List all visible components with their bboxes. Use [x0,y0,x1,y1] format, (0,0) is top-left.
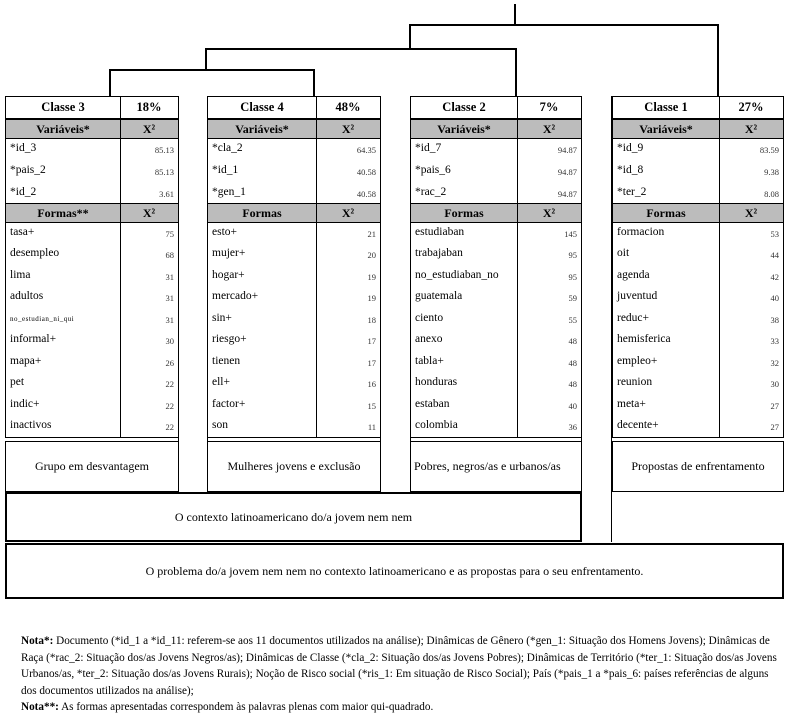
dendro-low-left-drop [109,69,111,96]
form-chi-value: 44 [770,250,779,260]
chi-square-header: X² [542,121,556,136]
variable-chi-value: 40.58 [356,189,376,199]
form-chi-value: 11 [367,422,376,432]
form-chi-value: 42 [770,272,779,282]
form-label: adultos [10,290,44,302]
class-3-caption: Grupo em desvantagem [5,441,179,492]
dendro-mid-left-drop [205,48,207,70]
class-name: Classe 3 [41,100,85,114]
dendro-left-drop [409,24,411,49]
variable-chi-value: 9.38 [764,167,779,177]
class-name: Classe 2 [442,100,486,114]
form-chi-value: 31 [165,272,174,282]
form-chi-value: 30 [165,336,174,346]
note-1-text: Documento (*id_1 a *id_11: referem-se aos 11 documentos utilizados na análise); Dinâmicas de Gênero (*gen_1: Situação dos Homens Jovens); Dinâmicas de Raça (*rac_2: Situação dos/as Jovens Negros/as); Dinâmicas de Classe (*cla_2: Situação dos/as Jovens Pobres); Dinâmicas de Território (*ter_1: Situação dos/as Jovens Urbanos/as, *ter_2: Situação dos/as Jovens Rurais); Noção de Risco social (*ris_1: Em situação de Risco Social); País (*pais_1 a *pais_6: países referências de alguns dos documentos utilizados na análise); [21,635,777,697]
form-chi-value: 19 [367,272,376,282]
form-chi-value: 33 [770,336,779,346]
variable-chi-value: 64.35 [356,145,376,155]
class-4-table [207,96,381,438]
form-label: tienen [212,355,241,367]
form-chi-value: 75 [165,229,174,239]
dendro-mid-bar [205,48,517,50]
form-chi-value: 30 [770,379,779,389]
form-label: tasa+ [10,226,35,238]
class-name: Classe 1 [644,100,688,114]
variables-header: Variáveis* [235,121,289,136]
form-chi-value: 32 [770,358,779,368]
form-chi-value: 22 [165,379,174,389]
chi-square-header: X² [542,205,556,220]
form-label: factor+ [212,398,246,410]
variable-chi-value: 85.13 [154,167,174,177]
note-1-label: Nota*: [21,635,54,647]
class-3-table [5,96,179,438]
form-label: hogar+ [212,269,245,281]
variable-chi-value: 40.58 [356,167,376,177]
variable-chi-value: 94.87 [557,145,577,155]
variables-header: Variáveis* [639,121,693,136]
forms-header: Formas [646,205,686,220]
form-label: estaban [415,398,450,410]
form-chi-value: 48 [568,358,577,368]
class-2-table [410,96,582,438]
form-chi-value: 95 [568,250,577,260]
form-label: reunion [617,376,653,388]
form-label: riesgo+ [212,333,247,345]
form-chi-value: 53 [770,229,779,239]
form-label: honduras [415,376,458,388]
variable-label: *pais_2 [10,164,46,176]
form-label: colombia [415,419,458,431]
form-chi-value: 40 [568,401,577,411]
chi-square-header: X² [341,121,355,136]
form-chi-value: 68 [165,250,174,260]
form-chi-value: 31 [165,315,174,325]
form-chi-value: 59 [568,293,577,303]
dendro-mid-right-drop [515,48,517,96]
variable-label: *cla_2 [212,142,243,154]
variable-label: *pais_6 [415,164,451,176]
form-label: pet [10,376,25,388]
form-label: indic+ [10,398,40,410]
problem-box: O problema do/a jovem nem nem no contexto latinoamericano e as propostas para o seu enfrentamento. [5,543,784,599]
form-chi-value: 20 [367,250,376,260]
note-2-text: As formas apresentadas correspondem às palavras plenas com maior qui-quadrado. [58,701,434,713]
form-label: guatemala [415,290,463,302]
form-label: reduc+ [617,312,650,324]
form-chi-value: 19 [367,293,376,303]
form-chi-value: 15 [367,401,376,411]
form-label: no_estudiaban_no [415,269,499,281]
form-label: desempleo [10,247,60,259]
form-label: ciento [415,312,444,324]
form-label: sin+ [212,312,232,324]
note-2-label: Nota**: [21,701,59,713]
chi-square-header: X² [744,121,758,136]
form-chi-value: 31 [165,293,174,303]
form-label: lima [10,269,31,281]
form-label: oit [617,247,630,259]
variable-label: *id_8 [617,164,644,176]
form-chi-value: 48 [568,379,577,389]
form-label: decente+ [617,419,659,431]
form-chi-value: 18 [367,315,376,325]
variables-header: Variáveis* [36,121,90,136]
form-label: ell+ [212,376,230,388]
chi-square-header: X² [341,205,355,220]
form-label: esto+ [212,226,238,238]
form-chi-value: 48 [568,336,577,346]
form-label: estudiaban [415,226,465,238]
chi-square-header: X² [744,205,758,220]
class-2-caption: Pobres, negros/as e urbanos/as [410,441,582,492]
variable-label: *id_2 [10,186,37,198]
form-label: meta+ [617,398,646,410]
form-label: formacion [617,226,665,238]
form-label: empleo+ [617,355,658,367]
form-chi-value: 22 [165,422,174,432]
variable-label: *id_1 [212,164,239,176]
form-label: trabajaban [415,247,463,259]
form-chi-value: 55 [568,315,577,325]
class-percentage: 27% [738,100,764,114]
dendro-root-stem [514,4,516,25]
variable-chi-value: 3.61 [159,189,174,199]
form-chi-value: 17 [367,336,376,346]
forms-header: Formas [242,205,282,220]
class-percentage: 7% [539,100,559,114]
class-percentage: 48% [335,100,361,114]
form-chi-value: 145 [564,229,577,239]
form-label: informal+ [10,333,57,345]
form-chi-value: 95 [568,272,577,282]
class-percentage: 18% [136,100,162,114]
variable-label: *gen_1 [212,186,246,198]
variable-chi-value: 85.13 [154,145,174,155]
variable-chi-value: 94.87 [557,189,577,199]
note-1 [21,633,781,699]
form-label: agenda [617,269,650,281]
chi-square-header: X² [142,121,156,136]
form-chi-value: 22 [165,401,174,411]
dendro-low-bar [109,69,315,71]
form-chi-value: 27 [770,422,779,432]
note-2 [21,699,781,716]
form-label: mujer+ [212,247,246,259]
form-label: anexo [415,333,443,345]
form-label: mercado+ [212,290,259,302]
form-label: juventud [617,290,658,302]
class-1-caption: Propostas de enfrentamento [612,441,784,492]
class-1-table [612,96,784,438]
form-chi-value: 21 [367,229,376,239]
form-chi-value: 26 [165,358,174,368]
form-chi-value: 40 [770,293,779,303]
form-label: no_estudian_ni_qui [10,315,75,323]
form-chi-value: 16 [367,379,376,389]
variable-label: *id_3 [10,142,37,154]
form-chi-value: 27 [770,401,779,411]
form-chi-value: 36 [568,422,577,432]
variable-label: *rac_2 [415,186,447,198]
variable-chi-value: 83.59 [759,145,779,155]
variable-chi-value: 8.08 [764,189,779,199]
variable-chi-value: 94.87 [557,167,577,177]
dendro-low-right-drop [313,69,315,96]
variable-label: *ter_2 [617,186,647,198]
form-label: son [212,419,228,431]
chi-square-header: X² [142,205,156,220]
forms-header: Formas** [37,205,89,220]
form-label: hemisferica [617,333,671,345]
variables-header: Variáveis* [437,121,491,136]
forms-header: Formas [444,205,484,220]
form-label: inactivos [10,419,52,431]
dendro-right-drop [717,24,719,96]
context-box: O contexto latinoamericano do/a jovem nem nem [5,492,582,542]
variable-label: *id_7 [415,142,442,154]
form-label: mapa+ [10,355,42,367]
form-chi-value: 38 [770,315,779,325]
form-chi-value: 17 [367,358,376,368]
class-name: Classe 4 [240,100,284,114]
form-label: tabla+ [415,355,444,367]
variable-label: *id_9 [617,142,644,154]
class-4-caption: Mulheres jovens e exclusão [207,441,381,492]
dendro-top-bar [409,24,719,26]
